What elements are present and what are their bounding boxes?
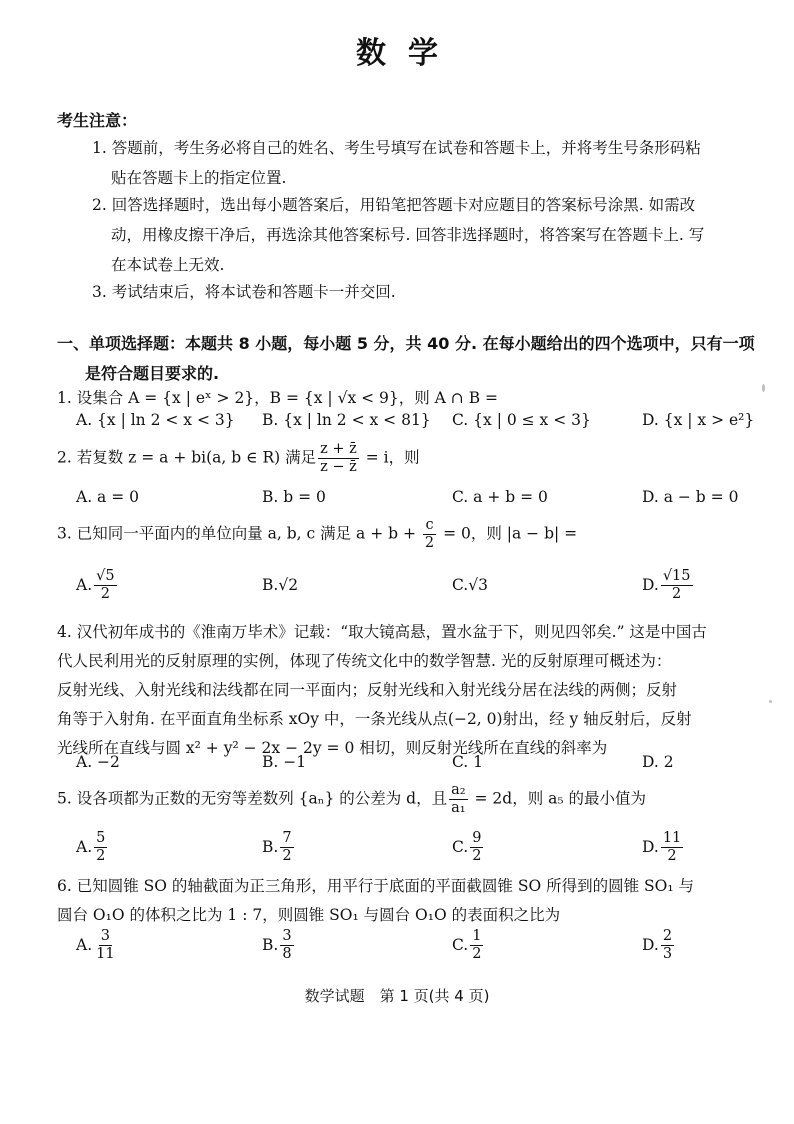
option-a: A. $\frac{5}{2}$: [76, 829, 106, 864]
fraction: $\frac{3}{8}$: [282, 927, 292, 962]
option-d: D. 2: [642, 753, 674, 771]
question-5: 5. 设各项都为正数的无穷等差数列 {aₙ} 的公差为 d，且 $\frac{\text{a₂}}{\text{a₁}}$ = 2d，则 a₅ 的最小值为: [57, 782, 646, 816]
question-2-options: [76, 474, 776, 520]
fraction: $\frac{\text{a₂}}{\text{a₁}}$: [451, 782, 466, 816]
fraction: $\frac{1}{2}$: [472, 927, 482, 962]
option-b: B. $\frac{3}{8}$: [262, 927, 292, 962]
option-b: B. √2: [262, 576, 299, 594]
fraction: $\frac{√5}{2}$: [96, 567, 115, 602]
notice-item-1: 1. 答题前，考生务必将自己的姓名、考生号填写在试卷和答题卡上，并将考生号条形码粘 贴在答题卡上的指定位置.: [92, 139, 701, 187]
question-3-options: [76, 562, 776, 608]
option-c: C. 1: [452, 753, 484, 771]
notice-item-2: 2. 回答选择题时，选出每小题答案后，用铅笔把答题卡对应题目的答案标号涂黑. 如需改 动，用橡皮擦干净后，再选涂其他答案标号. 回答非选择题时，将答案写在答题卡上. 写 在本试卷上无效.: [92, 196, 705, 274]
option-c: C. $\frac{9}{2}$: [452, 829, 482, 864]
option-d: D. a − b = 0: [642, 488, 739, 506]
fraction: $\frac{2}{3}$: [662, 927, 673, 962]
option-a: A. a = 0: [76, 488, 139, 506]
question-2: 2. 若复数 z = a + bi(a, b ∈ R) 满足 $\frac{z + z̄}{z - z̄}$ = i，则: [57, 441, 420, 475]
question-4-options: [76, 739, 776, 785]
fraction: $\frac{c}{2}$: [424, 517, 435, 551]
section-heading: 一、单项选择题：本题共 8 小题，每小题 5 分，共 40 分. 在每小题给出的四个选项中，只有一项 是符合题目要求的.: [57, 334, 755, 383]
option-a: A. $\frac{√5}{2}$: [76, 567, 115, 602]
option-c: C. a + b = 0: [452, 488, 548, 506]
fraction: $\frac{11}{2}$: [662, 829, 682, 864]
fraction: $\frac{√15}{2}$: [662, 567, 691, 602]
option-b: B. {x | ln 2 < x < 81}: [262, 411, 431, 429]
option-a: A. −2: [76, 753, 120, 771]
question-6: 6. 已知圆锥 SO 的轴截面为正三角形，用平行于底面的平面截圆锥 SO 所得到的圆锥 SO₁ 与 圆台 O₁O 的体积之比为 1 : 7，则圆锥 SO₁ 与圆台 O₁O 的表面积之比为: [57, 877, 694, 924]
option-b: B. b = 0: [262, 488, 326, 506]
fraction: $\frac{5}{2}$: [96, 829, 106, 864]
option-c: C. $\frac{1}{2}$: [452, 927, 482, 962]
fraction: $\frac{3}{11}$: [96, 927, 115, 962]
option-b: B. $\frac{7}{2}$: [262, 829, 292, 864]
scan-speck: [769, 700, 772, 703]
notice-heading: 考生注意：: [57, 111, 138, 130]
option-c: C. {x | 0 ≤ x < 3}: [452, 411, 591, 429]
question-3: 3. 已知同一平面内的单位向量 a, b, c 满足 a + b + $\frac{c}{2}$ = 0，则 |a − b| =: [57, 517, 578, 551]
question-4: 4. 汉代初年成书的《淮南万毕术》记载：“取大镜高悬，置水盆于下，则见四邻矣.” 这是中国古 代人民利用光的反射原理的实例，体现了传统文化中的数学智慧. 光的反射原理可概述为： 反射光线、入射光线和法线都在同一平面内；反射光线和入射光线分居在法线的两侧；反射 角等于入射角. 在平面直角坐标系 xOy 中，一条光线从点(−2, 0)射出，经 y 轴反射后，反射 光线所在直线与圆 x² + y² − 2x − 2y = 0 相切，则反射光线所在直线的斜率为: [57, 623, 707, 757]
question-5-options: [76, 824, 776, 870]
page-footer: 数学试题 第 1 页(共 4 页): [304, 987, 490, 1005]
fraction: $\frac{7}{2}$: [282, 829, 292, 864]
question-1: 1. 设集合 A = {x | eˣ > 2}，B = {x | √x < 9}，则 A ∩ B =: [57, 389, 499, 407]
option-b: B. −1: [262, 753, 307, 771]
fraction: $\frac{9}{2}$: [472, 829, 482, 864]
scan-speck: [762, 384, 765, 392]
option-d: D. {x | x > e²}: [642, 411, 755, 429]
option-d: D. $\frac{√15}{2}$: [642, 567, 691, 602]
notice-item-3: 3. 考试结束后，将本试卷和答题卡一并交回.: [92, 283, 396, 301]
page-title: 数学: [356, 36, 460, 71]
option-a: A. $\frac{3}{11}$: [76, 927, 115, 962]
question-1-options: [76, 397, 776, 443]
question-6-options: [76, 922, 776, 968]
option-d: D. $\frac{2}{3}$: [642, 927, 673, 962]
option-d: D. $\frac{11}{2}$: [642, 829, 682, 864]
option-a: A. {x | ln 2 < x < 3}: [76, 411, 235, 429]
option-c: C. √3: [452, 576, 488, 594]
fraction: $\frac{z + z̄}{z - z̄}$: [320, 441, 357, 475]
